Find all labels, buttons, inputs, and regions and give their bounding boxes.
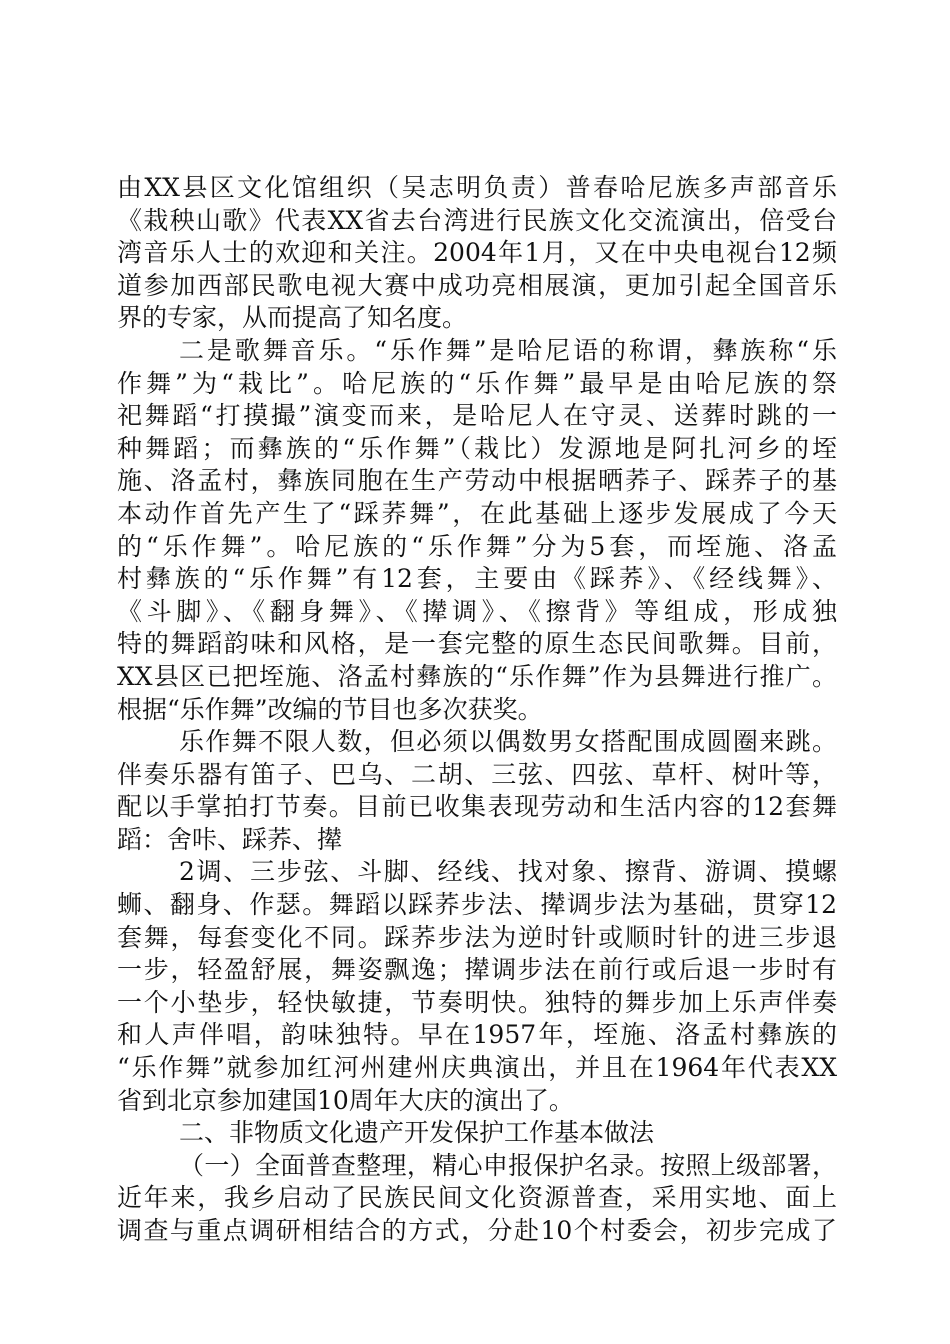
paragraph-first-line: （一）全面普查整理，精心申报保护名录。按照上级部署， (179, 1150, 837, 1180)
text-line: 特的舞蹈韵味和风格，是一套完整的原生态民间歌舞。目前， (117, 629, 837, 659)
paragraph-first-line: 2调、三步弦、斗脚、经线、找对象、擦背、游调、摸螺 (179, 857, 837, 887)
text-line: 种舞蹈；而彝族的“乐作舞”（栽比）发源地是阿扎河乡的垤 (117, 433, 837, 463)
text-line: 调查与重点调研相结合的方式，分赴10个村委会，初步完成了 (117, 1216, 837, 1245)
text-line: 湾音乐人士的欢迎和关注。2004年1月，又在中央电视台12频 (117, 238, 837, 268)
text-line: 的“乐作舞”。哈尼族的“乐作舞”分为5套，而垤施、洛孟 (117, 531, 837, 561)
text-line: 一个小垫步，轻快敏捷，节奏明快。独特的舞步加上乐声伴奏 (117, 987, 837, 1017)
text-line: 一步，轻盈舒展，舞姿飘逸；撵调步法在前行或后退一步时有 (117, 955, 837, 985)
section-heading: 二、非物质文化遗产开发保护工作基本做法 (179, 1118, 655, 1148)
text-line: “乐作舞”就参加红河州建州庆典演出，并且在1964年代表XX (117, 1053, 837, 1083)
text-line: 套舞，每套变化不同。踩荞步法为逆时针或顺时针的进三步退 (117, 922, 837, 952)
text-line: 《栽秧山歌》代表XX省去台湾进行民族文化交流演出，倍受台 (117, 205, 837, 235)
text-line: 祀舞蹈“打摸撮”演变而来，是哈尼人在守灵、送葬时跳的一 (117, 401, 837, 431)
text-line: 《斗脚》、《翻身舞》、《撵调》、《擦背》等组成，形成独 (117, 596, 837, 626)
body-text (117, 172, 837, 1248)
text-line: 省到北京参加建国10周年大庆的演出了。 (117, 1085, 574, 1115)
text-line: 本动作首先产生了“踩荞舞”，在此基础上逐步发展成了今天 (117, 498, 837, 528)
text-line: 作舞”为“栽比”。哈尼族的“乐作舞”最早是由哈尼族的祭 (117, 368, 837, 398)
text-line: 村彝族的“乐作舞”有12套，主要由《踩荞》、《经线舞》、 (117, 564, 837, 594)
text-line: 界的专家，从而提高了知名度。 (117, 303, 468, 333)
text-line: 伴奏乐器有笛子、巴乌、二胡、三弦、四弦、草杆、树叶等， (117, 759, 837, 789)
text-line: 配以手掌拍打节奏。目前已收集表现劳动和生活内容的12套舞 (117, 792, 837, 822)
text-line: 和人声伴唱，韵味独特。早在1957年，垤施、洛孟村彝族的 (117, 1020, 837, 1050)
text-line: 施、洛孟村，彝族同胞在生产劳动中根据晒荞子、踩荞子的基 (117, 466, 837, 496)
text-line: XX县区已把垤施、洛孟村彝族的“乐作舞”作为县舞进行推广。 (117, 661, 837, 691)
text-line: 道参加西部民歌电视大赛中成功亮相展演，更加引起全国音乐 (117, 270, 837, 300)
text-line: 由XX县区文化馆组织（吴志明负责）普春哈尼族多声部音乐 (117, 173, 837, 202)
paragraph-first-line: 二是歌舞音乐。“乐作舞”是哈尼语的称谓，彝族称“乐 (179, 335, 837, 365)
paragraph-first-line: 乐作舞不限人数，但必须以偶数男女搭配围成圆圈来跳。 (179, 727, 837, 757)
text-line: 根据“乐作舞”改编的节目也多次获奖。 (117, 694, 543, 724)
text-line: 近年来，我乡启动了民族民间文化资源普查，采用实地、面上 (117, 1183, 837, 1213)
text-line: 蹈：舍咔、踩荞、撵 (117, 824, 343, 854)
text-line: 蛳、翻身、作瑟。舞蹈以踩荞步法、撵调步法为基础，贯穿12 (117, 890, 837, 920)
